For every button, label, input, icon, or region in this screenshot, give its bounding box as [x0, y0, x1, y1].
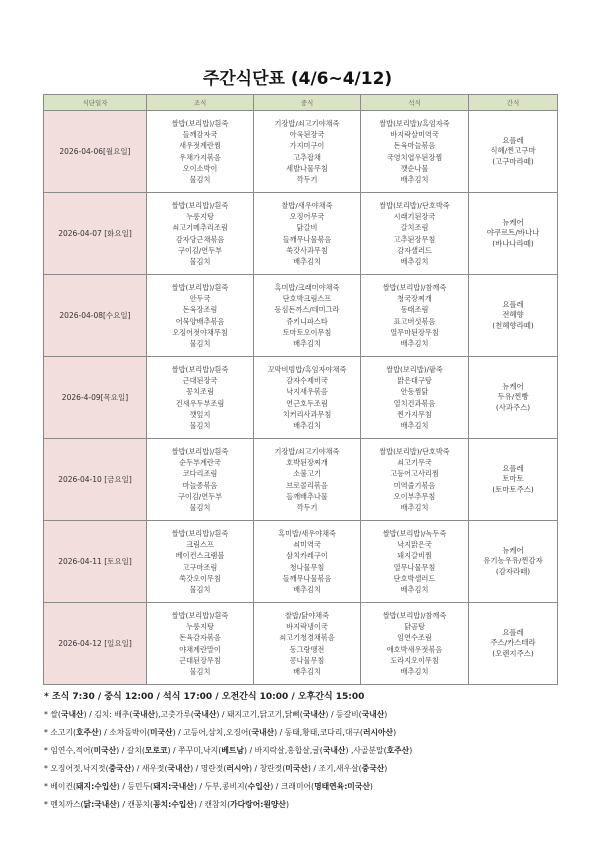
menu-item: 배추김치 — [293, 338, 321, 348]
menu-item: 청국장찌개 — [397, 294, 432, 304]
origin-text: ) / 캔참치( — [193, 800, 231, 809]
origin-country: 미국산 — [93, 746, 117, 755]
menu-item: 낙지맑은국 — [397, 540, 432, 550]
menu-item: 동그랑땡전 — [289, 644, 325, 654]
origin-line — [44, 778, 564, 796]
origin-text: ) / 캔꽁치( — [116, 800, 154, 809]
date-cell: 2026-04-10 [금요일] — [44, 439, 147, 521]
origin-country: 꽁치:수입산 — [153, 800, 194, 809]
date-cell: 2026-04-08[수요일] — [44, 275, 147, 357]
origin-country: 국내산 — [132, 710, 156, 719]
menu-item: 유기농우유/찐감자 — [483, 556, 543, 566]
breakfast-cell — [147, 357, 254, 439]
snack-cell — [469, 275, 558, 357]
origin-text: ) / 등갈비( — [325, 710, 362, 719]
menu-item: 흑미밥/크래미야채죽 — [274, 283, 340, 293]
origin-country: 국내산 — [60, 710, 84, 719]
menu-item: 고추된장무침 — [393, 234, 436, 244]
menu-item: 뉴케어 — [502, 381, 524, 391]
menu-item: 오징어무국 — [289, 212, 325, 222]
menu-item: (오렌지주스) — [492, 648, 534, 658]
origin-text: * 오징어젓,낙지젓( — [44, 764, 109, 773]
menu-item: 배추김치 — [293, 420, 321, 430]
origin-line — [44, 706, 564, 724]
menu-item: 쌀밥(보리밥)/녹두죽 — [382, 529, 447, 539]
origin-line — [44, 724, 564, 742]
origin-text: ) / 동태,황태,코다리,대구( — [274, 728, 363, 737]
snack-cell — [469, 357, 558, 439]
dinner-cell — [361, 357, 469, 439]
menu-item: 쌀밥(보리밥)/참깨죽 — [382, 611, 447, 621]
origin-list — [44, 706, 564, 814]
origin-country: 베트남 — [221, 746, 244, 755]
menu-item: 안두국 — [189, 294, 211, 304]
origin-line — [44, 796, 564, 814]
menu-item: 열무마된장무침 — [390, 327, 439, 337]
menu-item: 토마토 — [502, 474, 524, 484]
lunch-cell — [254, 275, 361, 357]
menu-row — [44, 357, 558, 439]
origin-text: * 소고기( — [44, 728, 77, 737]
menu-item: 우채가지볶음 — [179, 152, 221, 162]
origin-text: ),고춧가루( — [155, 710, 194, 719]
origin-country: 국내산 — [302, 710, 326, 719]
menu-item: 도라지오이무침 — [390, 655, 439, 665]
menu-item: 배추김치 — [293, 584, 321, 594]
menu-item: 물김치 — [189, 666, 211, 676]
dinner-cell — [361, 275, 469, 357]
menu-item: 닭갈비 — [296, 223, 318, 233]
menu-item: 오이부추무침 — [393, 491, 436, 501]
menu-item: 소불고기 — [293, 469, 321, 479]
menu-item: 베이컨스크램블 — [175, 551, 225, 561]
menu-item: 찐가지무침 — [397, 409, 432, 419]
menu-item: 쑥갓사과무침 — [286, 245, 328, 255]
origin-country: 돼지:수입산 — [76, 782, 117, 791]
menu-item: 국영치엽우된장찜 — [386, 152, 443, 162]
weekly-menu-table — [43, 94, 558, 685]
menu-item: 콩나물무침 — [289, 655, 325, 665]
menu-item: 뉴케어 — [502, 217, 524, 227]
menu-item: 쌀밥(보리밥)/팥죽 — [386, 365, 443, 375]
breakfast-cell — [147, 603, 254, 685]
menu-item: 쌀밥(보리밥)/단호박죽 — [379, 201, 450, 211]
origin-text: ) — [285, 800, 289, 809]
menu-item: 요플레 — [502, 299, 524, 309]
origin-text: ) / 조기,새우살( — [307, 764, 362, 773]
menu-item: 가지미구이 — [289, 141, 325, 151]
origin-text: ) / 돼지고기,닭고기,닭뼈( — [216, 710, 303, 719]
menu-item: 돈육장조림 — [182, 305, 218, 315]
origin-country: 가다랑어:원양산 — [230, 800, 286, 809]
dinner-cell — [361, 439, 469, 521]
menu-item: 구이김/연두부 — [177, 245, 223, 255]
menu-item: 마늘종볶음 — [182, 480, 218, 490]
origin-text: ) / 바지락살,홍합살,굴( — [243, 746, 323, 755]
lunch-cell — [254, 521, 361, 603]
menu-row — [44, 603, 558, 685]
origin-text: * 베이컨( — [44, 782, 77, 791]
menu-item: 시래기된장국 — [393, 212, 436, 222]
origin-country: 호주산 — [386, 746, 410, 755]
menu-item: 돼지갈비찜 — [397, 551, 432, 561]
menu-item: 쌀밥(보리밥)/흰죽 — [171, 447, 229, 457]
origin-text: ) / 새우젓( — [131, 764, 168, 773]
menu-item: 새우젓계란찜 — [179, 141, 221, 151]
origin-text: ) / 소차돌박이( — [98, 728, 150, 737]
menu-item: 쌀밥(보리밥)/참깨죽 — [382, 283, 447, 293]
menu-item: 쥬키니파스타 — [286, 316, 328, 326]
origin-country: 중국산 — [108, 764, 132, 773]
menu-item: 쌀밥(보리밥)/흰죽 — [171, 611, 229, 621]
menu-row — [44, 275, 558, 357]
header-row — [44, 95, 558, 111]
menu-item: 세발나물무침 — [286, 163, 328, 173]
menu-item: 꽁치조림 — [186, 387, 214, 397]
header-dinner: 석식 — [361, 95, 469, 111]
menu-item: 어묵양배추볶음 — [175, 316, 225, 326]
menu-item: 연근호두조림 — [286, 398, 328, 408]
menu-item: 감자당근채볶음 — [175, 234, 225, 244]
menu-item: 쌀밥(보리밥)/흰죽 — [171, 119, 229, 129]
menu-item: 순두부계란국 — [179, 458, 221, 468]
menu-item: 오징어젓야채무침 — [172, 327, 228, 337]
menu-item: 감자수제비국 — [286, 376, 328, 386]
origin-country: 국내산 — [361, 710, 385, 719]
origin-country: 러시아산 — [362, 728, 394, 737]
menu-item: 열무나물무침 — [393, 562, 436, 572]
menu-item: 맑은대구탕 — [397, 376, 432, 386]
menu-item: 흑미밥/새우야채죽 — [278, 529, 336, 539]
snack-cell — [469, 439, 558, 521]
menu-item: 아욱된장국 — [289, 130, 325, 140]
lunch-cell — [254, 111, 361, 193]
menu-item: 토마토오이무침 — [282, 327, 332, 337]
menu-item: 야쿠르트/바나나 — [486, 228, 540, 238]
dinner-cell — [361, 603, 469, 685]
origin-country: 국내산 — [193, 710, 217, 719]
menu-item: 물김치 — [189, 420, 211, 430]
menu-item: 쌀밥(보리밥)/흰죽 — [171, 201, 229, 211]
menu-item: 치커리사과무침 — [282, 409, 332, 419]
page-title: 주간식단표 (4/6~4/12) — [202, 69, 393, 89]
menu-row — [44, 193, 558, 275]
menu-item: 미역줄기볶음 — [393, 480, 436, 490]
menu-item: 쇠고기무국 — [397, 458, 432, 468]
snack-cell — [469, 521, 558, 603]
breakfast-cell — [147, 439, 254, 521]
menu-row — [44, 439, 558, 521]
menu-item: 식혜/찐고구마 — [490, 146, 536, 156]
notes — [44, 689, 564, 814]
origin-country: 중국산 — [361, 764, 385, 773]
origin-country: 명태연육:미국산 — [314, 782, 370, 791]
menu-item: (바나나라떼) — [492, 238, 534, 248]
menu-item: 기장밥/쇠고기야채죽 — [274, 447, 340, 457]
menu-item: 크림스프 — [186, 540, 214, 550]
menu-item: 전혜향 — [502, 310, 524, 320]
menu-item: 깻순나물 — [400, 163, 429, 173]
menu-item: 쇠고기청경채볶음 — [279, 633, 335, 643]
menu-item: 깍두기 — [296, 502, 318, 512]
dinner-cell — [361, 111, 469, 193]
menu-item: 근대된장국 — [182, 376, 218, 386]
menu-item: 들깨무나물볶음 — [282, 573, 332, 583]
menu-item: (토마토주스) — [492, 484, 534, 494]
menu-item: 배추김치 — [400, 666, 429, 676]
menu-item: 물김치 — [189, 174, 211, 184]
menu-item: 표고버섯볶음 — [393, 316, 436, 326]
origin-text: ) / 고등어,삼치,오징어( — [172, 728, 252, 737]
origin-text: ) / 두부,콩비지( — [193, 782, 248, 791]
menu-item: 물김치 — [189, 502, 211, 512]
lunch-cell — [254, 439, 361, 521]
origin-text: ) / 김치: 배추( — [83, 710, 133, 719]
menu-item: 두유/찐빵 — [497, 392, 529, 402]
origin-text: ) — [369, 782, 373, 791]
snack-cell — [469, 193, 558, 275]
lunch-cell — [254, 193, 361, 275]
menu-item: 찰밥/새우야채죽 — [281, 201, 333, 211]
origin-text: ) / 갈치( — [116, 746, 145, 755]
origin-text: ) / 창란젓( — [248, 764, 286, 773]
snack-cell — [469, 603, 558, 685]
breakfast-cell — [147, 521, 254, 603]
menu-item: 단호박샐러드 — [393, 573, 436, 583]
menu-item: 요플레 — [502, 135, 524, 145]
menu-item: 야채계란말이 — [179, 644, 221, 654]
breakfast-cell — [147, 111, 254, 193]
menu-item: 돈육감자볶음 — [179, 633, 221, 643]
origin-text: ) / 명란젓( — [190, 764, 227, 773]
menu-item: 청나물무침 — [289, 562, 325, 572]
menu-item: 누룽지탕 — [186, 212, 214, 222]
menu-item: 등심돈까스/데미그라 — [274, 305, 340, 315]
origin-text: ) — [384, 710, 388, 719]
menu-item: 쇠고기메추리조림 — [172, 223, 228, 233]
menu-item: 낙지새우볶음 — [286, 387, 328, 397]
origin-text: * 임연수,적어( — [44, 746, 94, 755]
menu-item: 닭곰탕 — [404, 622, 425, 632]
menu-item: 코다리조림 — [182, 469, 218, 479]
menu-item: 근대된장무침 — [179, 655, 221, 665]
menu-item: 꼬막비빔밥/흑임자야채죽 — [267, 365, 347, 375]
origin-text: ) / 등민두( — [116, 782, 154, 791]
date-cell: 2026-4-09[목요일] — [44, 357, 147, 439]
menu-item: 삼치카레구이 — [286, 551, 328, 561]
menu-item: 갈치조림 — [400, 223, 429, 233]
menu-item: 주스/카스테라 — [490, 638, 536, 648]
meal-times: * 조식 7:30 / 중식 12:00 / 석식 17:00 / 오전간식 10:00 / 오후간식 15:00 — [44, 692, 365, 702]
origin-text: ) / 쭈꾸미,낙지( — [167, 746, 222, 755]
origin-country: 국내산 — [251, 728, 275, 737]
menu-item: 쌀밥(보리밥)/흑임자죽 — [379, 119, 450, 129]
menu-item: 단호박크림스프 — [282, 294, 332, 304]
origin-country: 미국산 — [149, 728, 173, 737]
origin-country: 국내산 — [322, 746, 346, 755]
date-cell: 2026-04-11 [토요일] — [44, 521, 147, 603]
menu-item: 찰밥/닭야채죽 — [284, 611, 330, 621]
menu-item: 배추김치 — [400, 256, 429, 266]
menu-item: 기장밥/쇠고기야채죽 — [274, 119, 340, 129]
header-breakfast: 조식 — [147, 95, 254, 111]
menu-item: 쌀밥(보리밥)/흰죽 — [171, 283, 229, 293]
menu-item: 고등어고사리찜 — [390, 469, 439, 479]
menu-item: 들깨감자국 — [182, 130, 218, 140]
origin-line — [44, 742, 564, 760]
origin-text: ) ,사골분말( — [345, 746, 387, 755]
date-cell: 2026-04-06[월요일] — [44, 111, 147, 193]
dinner-cell — [361, 521, 469, 603]
dinner-cell — [361, 193, 469, 275]
origin-line — [44, 760, 564, 778]
menu-item: (고구마라떼) — [492, 156, 534, 166]
origin-country: 호주산 — [76, 728, 99, 737]
menu-item: 열치건과볶음 — [393, 398, 436, 408]
menu-item: 요플레 — [502, 627, 524, 637]
menu-item: 동태조림 — [400, 305, 429, 315]
menu-item: 배추김치 — [400, 420, 429, 430]
origin-country: 수입산 — [247, 782, 271, 791]
menu-item: 요플레 — [502, 463, 524, 473]
menu-item: 들깨무나물볶음 — [282, 234, 332, 244]
menu-item: 쇠미역국 — [293, 540, 321, 550]
snack-cell — [469, 111, 558, 193]
origin-text: ) / 크래미어( — [270, 782, 315, 791]
menu-item: 돈육마늘볶음 — [393, 141, 436, 151]
header-snack: 간식 — [469, 95, 558, 111]
origin-country: 국내산 — [167, 764, 191, 773]
origin-country: 닭:국내산 — [83, 800, 117, 809]
menu-row — [44, 111, 558, 193]
menu-item: 물김치 — [189, 584, 211, 594]
menu-item: 구이김/연두부 — [177, 491, 223, 501]
menu-item: 바지락살미역국 — [390, 130, 439, 140]
menu-item: 깻잎지 — [189, 409, 211, 419]
date-cell: 2026-04-12 [일요일] — [44, 603, 147, 685]
menu-item: 브로콜리볶음 — [286, 480, 328, 490]
origin-text: * 멘치까스( — [44, 800, 84, 809]
menu-item: 배추김치 — [400, 338, 429, 348]
breakfast-cell — [147, 193, 254, 275]
header-date: 식단일자 — [44, 95, 147, 111]
menu-row — [44, 521, 558, 603]
menu-item: 깍두기 — [296, 174, 318, 184]
origin-country: 러시아 — [226, 764, 249, 773]
lunch-cell — [254, 357, 361, 439]
menu-item: 쌀밥(보리밥)/흰죽 — [171, 529, 229, 539]
menu-item: 물김치 — [189, 338, 211, 348]
origin-text: * 쌀( — [44, 710, 61, 719]
menu-item: 들깨배추나물 — [286, 491, 328, 501]
date-cell: 2026-04-07 [화요일] — [44, 193, 147, 275]
breakfast-cell — [147, 275, 254, 357]
menu-item: 바지락냉이국 — [286, 622, 328, 632]
menu-item: 오이소박이 — [182, 163, 218, 173]
origin-country: 미국산 — [285, 764, 308, 773]
menu-item: 배추김치 — [400, 174, 429, 184]
menu-item: 누룽지탕 — [186, 622, 214, 632]
menu-item: 쑥갓오이무침 — [179, 573, 221, 583]
header-lunch: 중식 — [254, 95, 361, 111]
origin-text: ) — [393, 728, 397, 737]
lunch-cell — [254, 603, 361, 685]
menu-item: 고추잡채 — [293, 152, 321, 162]
menu-item: 안동찜닭 — [400, 387, 429, 397]
menu-body — [44, 111, 558, 685]
origin-country: 모로코 — [144, 746, 168, 755]
origin-text: ) — [409, 746, 413, 755]
menu-item: 배추김치 — [400, 502, 429, 512]
menu-item: 호박된장찌개 — [286, 458, 328, 468]
menu-item: 배추김치 — [293, 666, 321, 676]
menu-item: 쌀밥(보리밥)/흰죽 — [171, 365, 229, 375]
menu-item: 건새우두부조림 — [175, 398, 225, 408]
menu-item: (천혜향라떼) — [492, 320, 534, 330]
origin-country: 돼지:국내산 — [153, 782, 194, 791]
menu-item: (사과주스) — [495, 402, 531, 412]
menu-item: 감자샐러드 — [397, 245, 432, 255]
menu-item: 배추김치 — [400, 584, 429, 594]
menu-item: 뉴케어 — [502, 545, 524, 555]
menu-item: 쌀밥(보리밥)/단호박죽 — [379, 447, 450, 457]
menu-item: 물김치 — [189, 256, 211, 266]
origin-text: ) — [384, 764, 388, 773]
menu-item: 배추김치 — [293, 256, 321, 266]
menu-item: 임연수조림 — [397, 633, 432, 643]
menu-item: 애호박새우젓볶음 — [386, 644, 443, 654]
menu-item: (감자라떼) — [495, 566, 531, 576]
menu-item: 고구마조림 — [182, 562, 218, 572]
